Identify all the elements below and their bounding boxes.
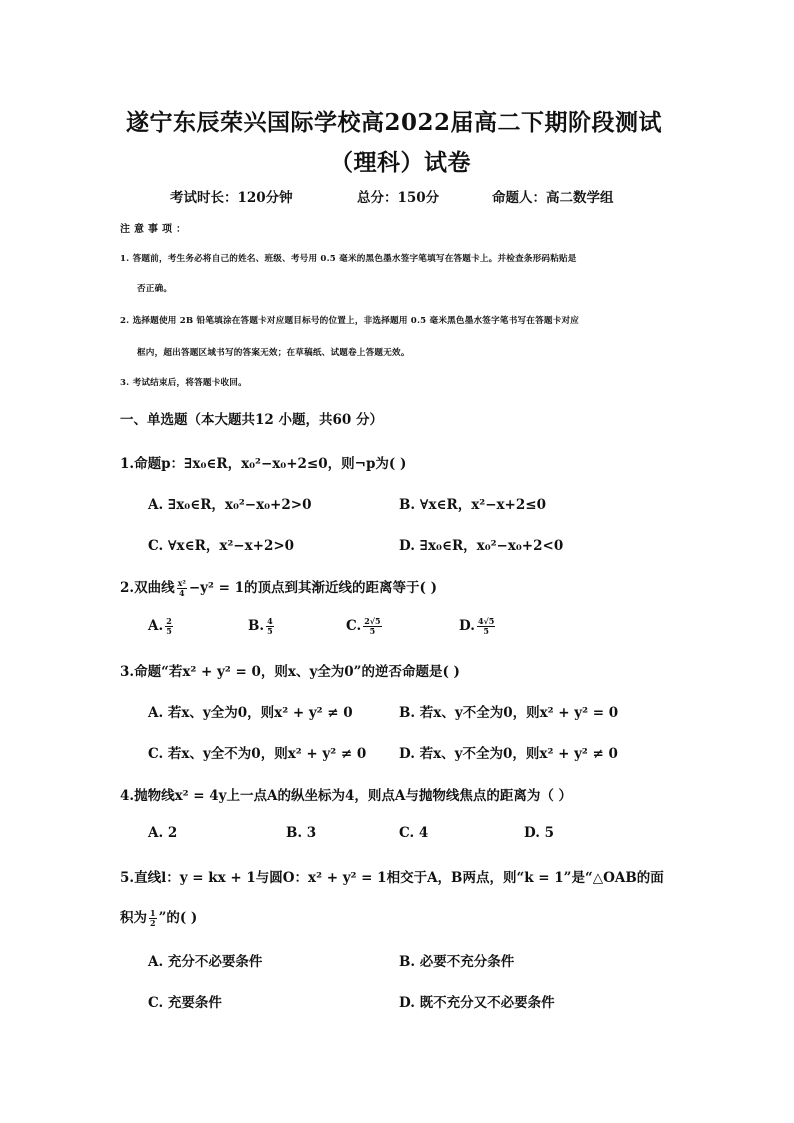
- question-3-option-c: C. 若x、y全不为0，则x² + y² ≠ 0: [148, 746, 367, 762]
- question-5-option-d: D. 既不充分又不必要条件: [399, 995, 555, 1011]
- question-2-option-b: B. $\frac{4}{5}$: [248, 616, 273, 636]
- question-5-stem-cont: 积为 $\frac{1}{2}$ ”的( ): [120, 908, 198, 928]
- question-3-option-b: B. 若x、y不全为0，则x² + y² = 0: [399, 705, 619, 721]
- question-1-option-b: B. ∀x∈R，x²−x+2≤0: [399, 497, 546, 513]
- question-5-option-c: C. 充要条件: [148, 995, 222, 1011]
- notice-item-3: 3. 考试结束后，将答题卡收回。: [120, 378, 247, 388]
- question-4-option-b: B. 3: [286, 825, 317, 841]
- question-4-option-d: D. 5: [524, 825, 555, 841]
- exam-author: 命题人：高二数学组: [492, 190, 614, 206]
- question-3-stem: 3.命题“若x² + y² = 0，则x、y全为0”的逆否命题是( ): [120, 664, 460, 680]
- notice-item-2-cont: 框内，超出答题区域书写的答案无效；在草稿纸、试题卷上答题无效。: [137, 348, 410, 358]
- question-4-stem: 4.抛物线x² = 4y上一点A的纵坐标为4，则点A与抛物线焦点的距离为（ ）: [120, 788, 573, 804]
- question-2-stem: [120, 576, 437, 598]
- question-2-suffix: −y² = 1的顶点到其渐近线的距离等于( ): [188, 580, 438, 596]
- page-subtitle: （理科）试卷: [330, 149, 471, 176]
- question-5-option-b: B. 必要不充分条件: [399, 954, 515, 970]
- notice-heading: 注意事项：: [120, 224, 190, 235]
- page-title: 遂宁东辰荣兴国际学校高2022届高二下期阶段测试: [126, 109, 663, 136]
- notice-item-2: 2. 选择题使用 2B 铅笔填涂在答题卡对应题目标号的位置上，非选择题用 0.5 毫米黑色墨水签字笔书写在答题卡对应: [120, 316, 580, 326]
- question-1-option-d: D. ∃x₀∈R，x₀²−x₀+2<0: [399, 538, 564, 554]
- question-2-prefix: 2.双曲线: [120, 580, 175, 596]
- exam-duration: 考试时长：120分钟: [170, 190, 293, 206]
- question-1-option-a: A. ∃x₀∈R，x₀²−x₀+2>0: [148, 497, 312, 513]
- notice-item-1: 1. 答题前，考生务必将自己的姓名、班级、考号用 0.5 毫米的黑色墨水签字笔填写在答题卡上。并检查条形码粘贴是: [120, 254, 577, 264]
- question-5-fraction: $\frac{1}{2}$: [150, 908, 156, 928]
- exam-total: 总分：150分: [357, 190, 440, 206]
- question-3-option-d: D. 若x、y不全为0，则x² + y² ≠ 0: [399, 746, 618, 762]
- question-5-stem: 5.直线l：y = kx + 1与圆O：x² + y² = 1相交于A，B两点，则“k = 1”是“△OAB的面: [120, 870, 664, 886]
- question-3-option-a: A. 若x、y全为0，则x² + y² ≠ 0: [148, 705, 353, 721]
- question-1-stem: 1.命题p：∃x₀∈R，x₀²−x₀+2≤0，则¬p为( ): [120, 456, 407, 472]
- question-2-option-c: C. $\frac{2√5}{5}$: [346, 616, 381, 636]
- question-4-option-a: A. 2: [148, 825, 178, 841]
- question-2-option-d: D. $\frac{4√5}{5}$: [459, 616, 495, 636]
- section-heading: 一、单选题（本大题共12 小题，共60 分）: [120, 412, 383, 428]
- question-2-option-a: A. $\frac{2}{5}$: [148, 616, 172, 636]
- question-5-option-a: A. 充分不必要条件: [148, 954, 263, 970]
- question-2-fraction: $\frac{\text{x²}}{4}$: [177, 578, 186, 598]
- question-1-option-c: C. ∀x∈R，x²−x+2>0: [148, 538, 295, 554]
- question-4-option-c: C. 4: [399, 825, 429, 841]
- notice-item-1-cont: 否正确。: [137, 284, 173, 294]
